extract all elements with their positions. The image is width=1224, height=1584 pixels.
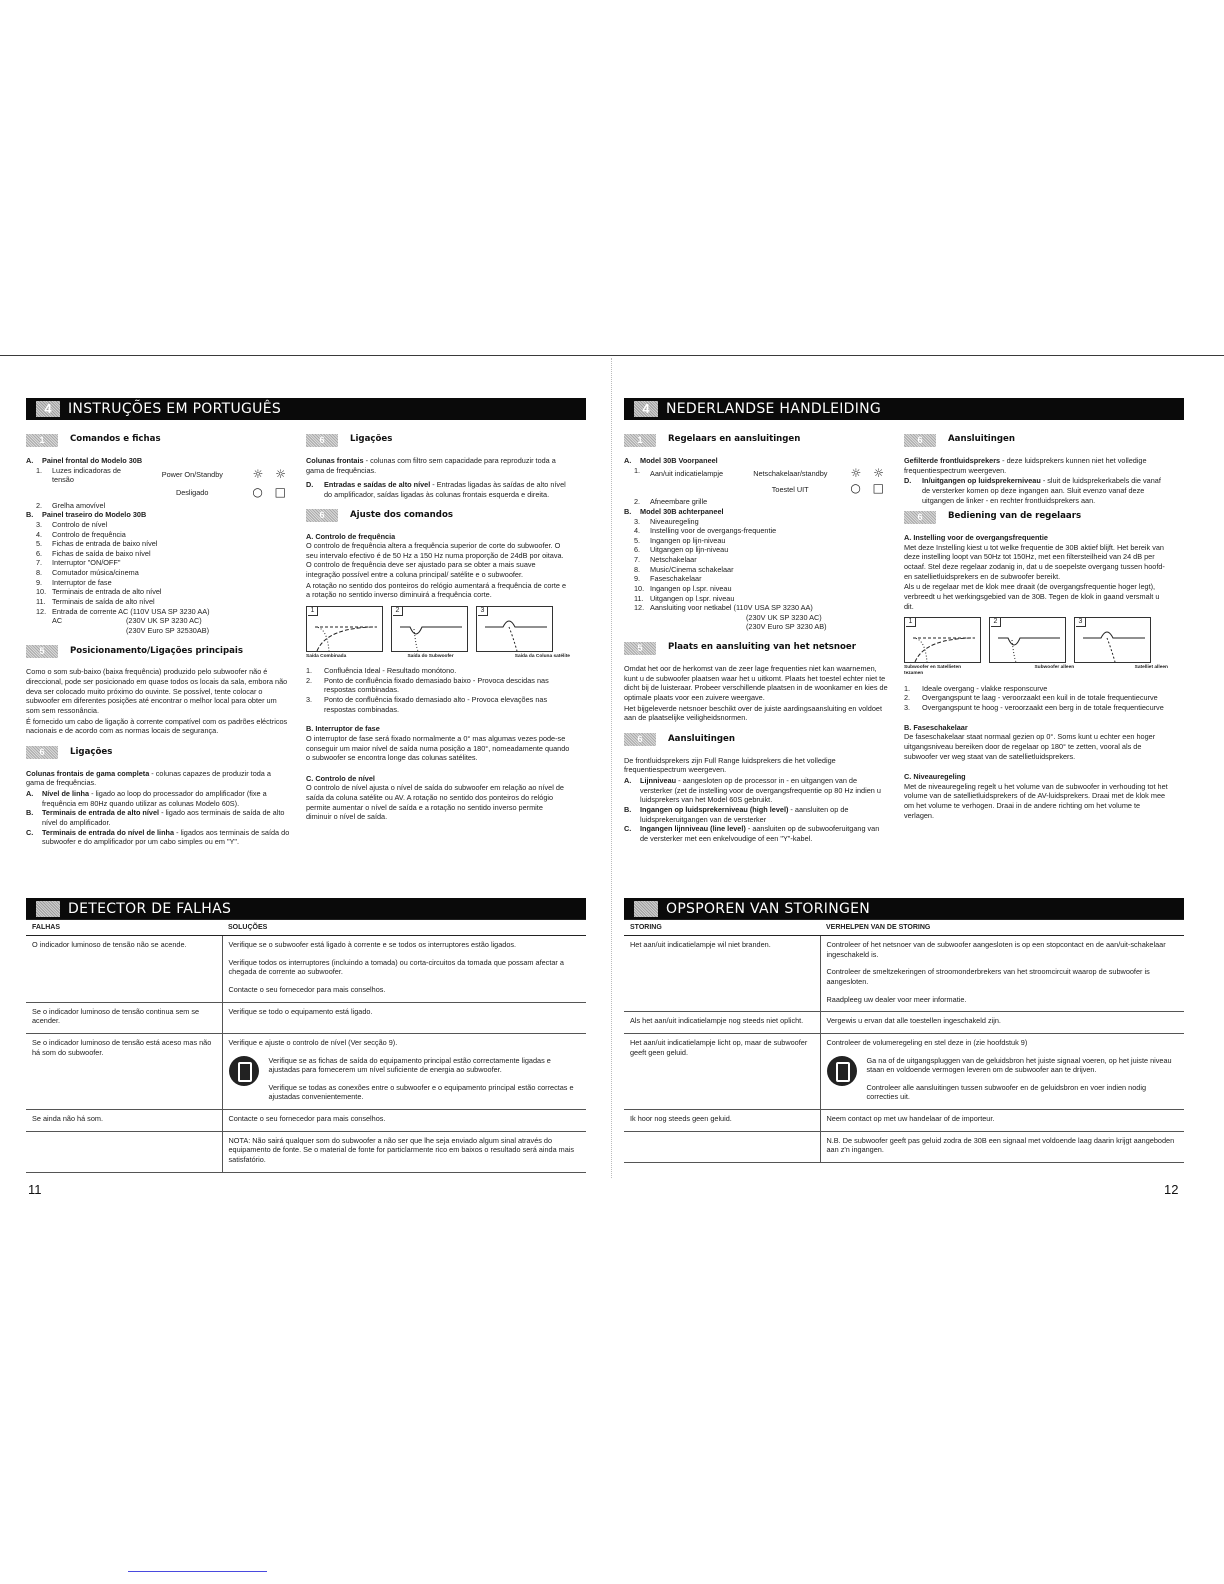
graph-legend: Subwoofer en Satellieten tezamen Subwoofer alleen Satelliet alleen <box>904 665 1168 677</box>
list-item: 9. Interruptor de fase <box>36 577 112 587</box>
hand-plug-icon <box>229 1056 259 1086</box>
bottom-link-line <box>128 1571 267 1572</box>
graph-legend: Saída Combinada Saída do Subwoofer Saída da Coluna satélite <box>306 653 570 659</box>
graph-low: 2 <box>989 617 1066 663</box>
list-item: 10. Terminais de entrada de alto nível <box>36 587 162 597</box>
table-row: Het aan/uit indicatielampje licht op, maar de subwoofer geeft geen geluid. Controleer de volumeregeling en stel deze in (zie hoofdstuk 9) Ga na of de uitgangspluggen van de geluidsbron het juiste signaal voeren, op het juiste niveau staan en voldoende vermogen leveren om de subwoofer aan te drijven. Controleer alle aansluitingen tussen subwoofer en de geluidsbron en voer indien nodig correcties uit. <box>624 1033 1184 1109</box>
heading-connections: 6 Ligações <box>306 432 570 448</box>
troubleshooting-banner: OPSPOREN VAN STORINGEN <box>624 898 1184 920</box>
crossover-graphs <box>904 617 1168 663</box>
column-right: 6 Ligações Colunas frontais - colunas com filtro sem capacidade para reproduzir toda a gama de frequências. D. Entradas e saídas de alto nível - Entradas ligadas às saídas de alto nível do amplificador, saídas ligadas às colunas frontais esquerda e direita. 6 Ajuste dos comandos A. Controlo de frequência O controlo de frequência altera a frequência superior de corte do subwoofer. O seu intervalo efectivo é de 50 Hz a 150 Hz numa proporção de 24dB por oitava. O controlo de frequência deve ser ajustado para se obter a mais suave integração possível entre a coluna principal/ satélite e o subwoofer. A rotação no sentido dos ponteiros do relógio aumentará a frequência de corte e a rotação no sentido inverso diminuirá a frequência corte. 1 2 3 Saída Combinada Saída do Subwoofer Saída da Coluna satélite 1. Confluência Ideal - Resultado monótono. 2. Ponto de confluência fixado demasiado baixo - Provoca descidas nas respostas combinadas. 3. Ponto de confluência fixado demasiado alto - Provoca elevações nas respostas combinadas. B. Interruptor de fase O interruptor de fase será fixado normalmente a 0° mas algumas vezes pode-se conseguir um maior nível de saída numa posição a 180°, nomeadamente quando o subwoofer se encontra longe das colunas satélites. C. Controlo de nível O controlo de nível ajusta o nível de saída do subwoofer em relação ao nível de saída da coluna satélite ou AV. A rotação no sentido dos ponteiros do relógio permite aumentar o nível de saída e a rotação no sentido inverso permite diminuir o nível de saída. <box>306 432 570 823</box>
list-item: 3. Ponto de confluência fixado demasiado alto - Provoca elevações nas respostas combinadas. <box>306 695 548 714</box>
table-row: O indicador luminoso de tensão não se acende. Verifique se o subwoofer está ligado à corrente e se todos os interruptores estão ligados. Verifique todos os interruptores (incluindo a tomada) ou corta-circuitos da tomada que possam afectar a chegada de corrente ao subwoofer. Contacte o seu fornecedor para mais conselhos. <box>26 936 586 1003</box>
list-item: 3. Niveauregeling <box>634 516 699 526</box>
column-left: 1 Comandos e fichas A. Painel frontal do Modelo 30B 1. Luzes indicadoras de tensão Power On/Standby ☼ ☼ Desligado ○ □ 2. Grelha amovível B. Painel traseiro do Modelo 30B 3. Controlo de nível 4. Controlo de frequência 5. Fichas de entrada de baixo nível 6. Fichas de saída de baixo nível 7. Interruptor "ON/OFF" 8. Comutador música/cinema 9. Interruptor de fase 10. Terminais de entrada de alto nível 11. Terminais de saída de alto nível 12. Entrada de corrente AC (110V USA SP 3230 AA) AC (230V UK SP 3230 AC) (230V Euro SP 32530AB) 5 Posicionamento/Ligações principais Como o som sub-baixo (baixa frequência) produzido pelo subwoofer não é direccional, pode ser posicionado em quase todos os locais da sala, embora não deva ser colocado muito próximo do ouvinte. Se possível, tente colocar o subwoofer em diferentes posições até encontrar o melhor local para obter um som sem ressonância. É fornecido um cabo de ligação à corrente compatível com os padrões eléctricos nacionais e de acordo com as normas locais de segurança. 6 Ligações Colunas frontais de gama completa - colunas capazes de produzir toda a gama de frequências. A. Nível de linha - ligado ao loop do processador do amplificador (fixe a frequência em 80Hz quando utilizar as colunas Modelo 60S). B. Terminais de entrada de alto nível - ligado aos terminais de saída de alto nível do amplificador. C. Terminais de entrada do nível de linha - ligados aos terminais de saída do subwoofer e do amplificador por um cabo simples ou em "Y". <box>26 432 290 847</box>
list-item: 2. Ponto de confluência fixado demasiado baixo - Provoca descidas nas respostas combinadas. <box>306 675 549 695</box>
list-item: 6. Uitgangen op lijn-niveau <box>634 545 729 555</box>
table-row: N.B. De subwoofer geeft pas geluid zodra de 30B een signaal met voldoende laag daarin krijgt aangeboden aan z'n ingangen. <box>624 1131 1184 1162</box>
heading-controls: 1 Comandos e fichas <box>26 432 290 448</box>
hand-plug-icon <box>827 1056 857 1086</box>
power-off-icon: ○ □ <box>850 481 888 496</box>
heading-controls: 1 Regelaars en aansluitingen <box>624 432 888 448</box>
heading-positioning: 5 Posicionamento/Ligações principais <box>26 643 290 659</box>
table-row: NOTA: Não sairá qualquer som do subwoofer a não ser que lhe seja enviado algum sinal através do equipamento de fonte. Se o material de fonte for particlarmente rico em baixos o resultado será ainda mais satisfatório. <box>26 1131 586 1172</box>
list-item: 10. Ingangen op l.spr. niveau <box>634 583 732 593</box>
troubleshooting-banner: DETECTOR DE FALHAS <box>26 898 586 920</box>
power-standby-icon: ☼ ☼ <box>252 467 290 482</box>
list-item: 7. Netschakelaar <box>634 555 697 565</box>
list-item: 1. Ideale overgang - vlakke responscurve <box>904 683 1048 693</box>
page-number-right: 12 <box>1164 1182 1179 1197</box>
heading-positioning: 5 Plaats en aansluiting van het netsnoer <box>624 640 888 656</box>
heading-adjust: 6 Ajuste dos comandos <box>306 508 570 524</box>
column-right: 6 Aansluitingen Gefilterde frontluidsprekers - deze luidsprekers kunnen niet het volledige frequentiespectrum weergeven. D. In/uitgangen op luidsprekerniveau - sluit de luidsprekerkabels die vanaf de versterker komen op deze ingangen aan. Sluit evenzo vanaf deze uitgangen de linker - en rechter frontluidsprekers aan. 6 Bediening van de regelaars A. Instelling voor de overgangsfrequentie Met deze Instelling kiest u tot welke frequentie de 30B aktief blijft. Het bereik van deze instelling loopt van 50Hz tot 150Hz, met een filtersteilheid van 24 dB per octaaf. Stel deze regelaar zodanig in, dat u de soepelste overgang tussen hoofd- en satellietluidsprekers en de subwoofer bereikt. Als u de regelaar met de klok mee draait (de overgangsfrequentie hoger legt), verbreedt u het werkingsgebied van de 30B. Tegen de klok in gaand versmalt u dit. 1 2 3 Subwoofer en Satellieten tezamen Subwoofer alleen Satelliet alleen 1. Ideale overgang - vlakke responscurve 2. Overgangspunt te laag - veroorzaakt een kuil in de totale frequentiecurve 3. Overgangspunt te hoog - veroorzaakt een berg in de totale frequentiecurve B. Faseschakelaar De faseschakelaar staat normaal gezien op 0°. Soms kunt u echter een hoger uitgangsniveau bereiken door de regelaar op 180° te zetten, vooral als de subwoofer ver weg staat van de satellietluidsprekers. C. Niveauregeling Met de niveauregeling regelt u het volume van de subwoofer in verhouding tot het volume van de satellietluidsprekers of de AV-luidsprekers. Draai met de klok mee om het volume te verhogen. Draai in de andere richting om het volume te verlagen. <box>904 432 1168 821</box>
troubleshooting-table: STORING VERHELPEN VAN DE STORING Het aan/uit indicatielampje wil niet branden. Controleer of het netsnoer van de subwoofer aangesloten is op een stopcontact en de aan/uit-schakelaar ingeschakeld is. Controleer de smeltzekeringen of stroomonderbrekers van het stroomcircuit waarop de subwoofer is aangesloten. Raadpleeg uw dealer voor meer informatie. Als het aan/uit indicatielampje nog steeds niet oplicht. Vergewis u ervan dat alle toestellen ingeschakeld zijn. Het aan/uit indicatielampje licht op, maar de subwoofer geeft geen geluid. Controleer de volumeregeling en stel deze in (zie hoofdstuk 9) Ga na of de uitgangspluggen van de geluidsbron het juiste signaal voeren, op het juiste niveau staan en voldoende vermogen leveren om de subwoofer aan te drijven. Controleer alle aansluitingen tussen subwoofer en de geluidsbron en voer indien nodig correcties uit. Ik hoor nog steeds geen geluid. Neem contact op met uw handelaar of de importeur. N.B. De subwoofer geeft pas geluid zodra de 30B een signaal met voldoende laag daarin krijgt aangeboden aan z'n ingangen. <box>624 919 1184 1163</box>
heading-connections: 6 Aansluitingen <box>904 432 1168 448</box>
graph-explanations <box>904 684 1168 713</box>
list-item: 3. Controlo de nível <box>36 519 108 529</box>
top-rule <box>0 355 1224 356</box>
list-item: 7. Interruptor "ON/OFF" <box>36 558 121 568</box>
graph-ideal: 1 <box>904 617 981 663</box>
list-item: 4. Controlo de frequência <box>36 529 126 539</box>
list-item: 12. Aansluiting voor netkabel (110V USA SP 3230 AA) <box>634 603 813 613</box>
table-row: Het aan/uit indicatielampje wil niet branden. Controleer of het netsnoer van de subwoofer aangesloten is op een stopcontact en de aan/uit-schakelaar ingeschakeld is. Controleer de smeltzekeringen of stroomonderbrekers van het stroomcircuit waarop de subwoofer is aangesloten. Raadpleeg uw dealer voor meer informatie. <box>624 936 1184 1012</box>
graph-ideal: 1 <box>306 606 383 652</box>
list-item: 11. Terminais de saída de alto nível <box>36 596 155 606</box>
list-item: 3. Overgangspunt te hoog - veroorzaakt een berg in de totale frequentiecurve <box>904 703 1164 713</box>
page-number-left: 11 <box>28 1182 42 1197</box>
section-number: 4 <box>36 401 60 417</box>
rear-panel-list <box>26 520 290 616</box>
page-fold <box>611 358 612 1178</box>
graph-low: 2 <box>391 606 468 652</box>
list-item: 11. Uitgangen op l.spr. niveau <box>634 593 735 603</box>
power-standby-icon: ☼ ☼ <box>850 465 888 480</box>
list-item: 8. Comutador música/cinema <box>36 568 139 578</box>
column-left: 1 Regelaars en aansluitingen A. Model 30B Voorpaneel 1. Aan/uit indicatielampje Netschakelaar/standby ☼ ☼ Toestel UIT ○ □ 2. Afneembare grille B. Model 30B achterpaneel 3. Niveauregeling 4. Instelling voor de overgangs-frequentie 5. Ingangen op lijn-niveau 6. Uitgangen op lijn-niveau 7. Netschakelaar 8. Music/Cinema schakelaar 9. Faseschakelaar 10. Ingangen op l.spr. niveau 11. Uitgangen op l.spr. niveau 12. Aansluiting voor netkabel (110V USA SP 3230 AA) (230V UK SP 3230 AC) (230V Euro SP 3230 AB) 5 Plaats en aansluiting van het netsnoer Omdat het oor de herkomst van de zeer lage frequenties niet kan waarnemen, kunt u de subwoofer plaatsen waar het u uitkomt. Plaats het toestel echter niet te dicht bij de luisteraar. Probeer verschillende plaatsen in de woonkamer en kies de optimale plaats voor een zuivere weergave. Het bijgeleverde netsnoer beschikt over de juiste aardingsaansluiting en voldoet aan de plaatselijke veiligheidsnormen. 6 Aansluitingen De frontluidsprekers zijn Full Range luidsprekers die het volledige frequentiespectrum weergeven. A. Lijnniveau - aangesloten op de processor in - en uitgangen van de versterker (zet de instelling voor de overgangsfrequentie op 80 Hz indien u luidsprekers van het Model 60S gebruikt. B. Ingangen op luidsprekerniveau (high level) - aansluiten op de luidsprekeruitgangen van de versterker C. Ingangen lijnniveau (line level) - aansluiten op de subwooferuitgang van de versterker met een enkelvoudige of een "Y"-kabel. <box>624 432 888 843</box>
power-off-icon: ○ □ <box>252 484 290 499</box>
troubleshooting-table: FALHAS SOLUÇÕES O indicador luminoso de tensão não se acende. Verifique se o subwoofer está ligado à corrente e se todos os interruptores estão ligados. Verifique todos os interruptores (incluindo a tomada) ou corta-circuitos da tomada que possam afectar a chegada de corrente ao subwoofer. Contacte o seu fornecedor para mais conselhos. Se o indicador luminoso de tensão continua sem se acender. Verifique se todo o equipamento está ligado. Se o indicador luminoso de tensão está aceso mas não há som do subwoofer. Verifique e ajuste o controlo de nível (Ver secção 9). Verifique se as fichas de saída do equipamento principal estão correctamente ligadas e ajustadas para fornecerem um nível suficiente de energia ao subwoofer. Verifique se todas as conexões entre o subwoofer e o equipamento principal estão correctas e ajustadas convenientemente. Se ainda não há som. Contacte o seu fornecedor para mais conselhos. NOTA: Não sairá qualquer som do subwoofer a não ser que lhe seja enviado algum sinal através do equipamento de fonte. Se o material de fonte for particlarmente rico em baixos o resultado será ainda mais satisfatório. <box>26 919 586 1173</box>
table-row: Se ainda não há som. Contacte o seu fornecedor para mais conselhos. <box>26 1110 586 1132</box>
section-title: INSTRUÇÕES EM PORTUGUÊS <box>68 400 282 417</box>
list-item: 1. Confluência Ideal - Resultado monótono. <box>306 666 457 676</box>
list-item: 2. Overgangspunt te laag - veroorzaakt een kuil in de totale frequentiecurve <box>904 693 1158 703</box>
table-row: Se o indicador luminoso de tensão está aceso mas não há som do subwoofer. Verifique e ajuste o controlo de nível (Ver secção 9). Verifique se as fichas de saída do equipamento principal estão correctamente ligadas e ajustadas para fornecerem um nível suficiente de energia ao subwoofer. Verifique se todas as conexões entre o subwoofer e o equipamento principal estão correctas e ajustadas convenientemente. <box>26 1033 586 1109</box>
list-item: 9. Faseschakelaar <box>634 574 702 584</box>
table-row: Als het aan/uit indicatielampje nog steeds niet oplicht. Vergewis u ervan dat alle toestellen ingeschakeld zijn. <box>624 1012 1184 1034</box>
page-portuguese <box>26 398 586 1198</box>
list-item: 5. Fichas de entrada de baixo nível <box>36 539 158 549</box>
graph-explanations <box>306 666 570 714</box>
list-item: 4. Instelling voor de overgangs-frequentie <box>634 526 777 536</box>
rear-panel-list <box>624 517 888 613</box>
graph-high: 3 <box>1074 617 1151 663</box>
table-row: Ik hoor nog steeds geen geluid. Neem contact op met uw handelaar of de importeur. <box>624 1110 1184 1132</box>
heading-connections: 6 Ligações <box>26 745 290 761</box>
list-item: 5. Ingangen op lijn-niveau <box>634 535 726 545</box>
table-row: Se o indicador luminoso de tensão continua sem se acender. Verifique se todo o equipamento está ligado. <box>26 1002 586 1033</box>
section-banner: 4 NEDERLANDSE HANDLEIDING <box>624 398 1184 420</box>
heading-connections: 6 Aansluitingen <box>624 732 888 748</box>
list-item: 12. Entrada de corrente AC (110V USA SP 3230 AA) <box>36 606 210 616</box>
page-dutch <box>624 398 1184 1198</box>
graph-high: 3 <box>476 606 553 652</box>
crossover-graphs <box>306 606 570 652</box>
list-item: 6. Fichas de saída de baixo nível <box>36 548 151 558</box>
section-banner <box>26 398 586 420</box>
list-item: 8. Music/Cinema schakelaar <box>634 564 734 574</box>
heading-adjust: 6 Bediening van de regelaars <box>904 509 1168 525</box>
